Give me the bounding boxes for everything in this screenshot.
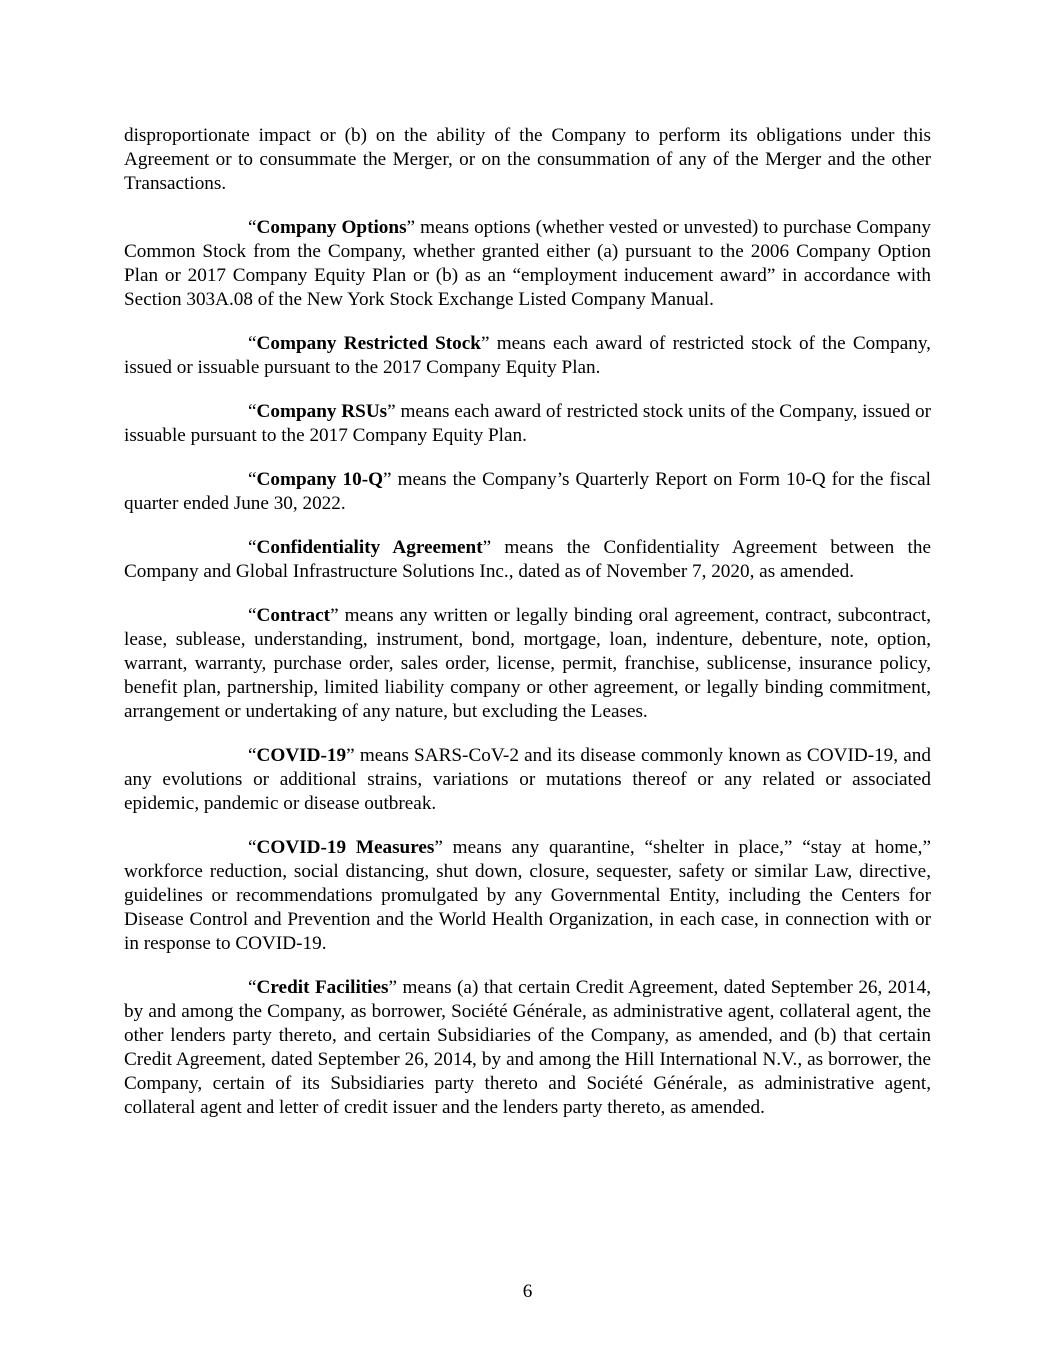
open-quote: “	[248, 537, 257, 558]
close-quote: ”	[330, 605, 339, 626]
intro-paragraph: disproportionate impact or (b) on the ability of the Company to perform its obligations under this Agreement or to consummate the Merger, or on the consummation of any of the Merger and the other Transactions.	[124, 125, 931, 194]
definition-text: means any written or legally binding oral agreement, contract, subcontract, lease, sublease, understanding, instrument, bond, mortgage, loan, indenture, debenture, note, option, warrant, warranty, purchase order, sales order, license, permit, franchise, sublicense, insurance policy, benefit plan, partnership, limited liability company or other agreement, or legally binding commitment, arrangement or undertaking of any nature, but excluding the Leases.	[124, 605, 931, 722]
document-page	[124, 124, 931, 1140]
open-quote: “	[248, 217, 257, 238]
definition-text: means SARS-CoV-2 and its disease commonly known as COVID-19, and any evolutions or additional strains, variations or mutations thereof or any related or associated epidemic, pandemic or disease outbreak.	[124, 745, 931, 814]
definition-text: means each award of restricted stock units of the Company, issued or issuable pursuant to the 2017 Company Equity Plan.	[124, 401, 932, 446]
definition-text: means options (whether vested or unvested) to purchase Company Common Stock from the Company, whether granted either (a) pursuant to the 2006 Company Option Plan or 2017 Company Equity Plan or (b) as an “employment inducement award” in accordance with Section 303A.08 of the New York Stock Exchange Listed Company Manual.	[124, 217, 932, 310]
definition-company-10q	[124, 468, 931, 516]
open-quote: “	[248, 745, 257, 766]
defined-term: Credit Facilities	[256, 977, 389, 998]
definition-text: means each award of restricted stock of the Company, issued or issuable pursuant to the 2017 Company Equity Plan.	[124, 333, 931, 378]
close-quote: ”	[434, 837, 443, 858]
definition-text: means any quarantine, “shelter in place,” “stay at home,” workforce reduction, social distancing, shut down, closure, sequester, safety or similar Law, directive, guidelines or recommendations promulgated by any Governmental Entity, including the Centers for Disease Control and Prevention and the World Health Organization, in each case, in connection with or in response to COVID-19.	[124, 837, 931, 954]
close-quote: ”	[388, 977, 398, 998]
close-quote: ”	[346, 745, 355, 766]
definition-text: means the Company’s Quarterly Report on Form 10-Q for the fiscal quarter ended June 30, 2022.	[124, 469, 931, 514]
open-quote: “	[248, 977, 257, 998]
defined-term: Contract	[256, 605, 331, 626]
defined-term: Company 10-Q	[256, 469, 384, 490]
close-quote: ”	[387, 401, 396, 422]
close-quote: ”	[406, 217, 416, 238]
open-quote: “	[248, 333, 257, 354]
defined-term: Confidentiality Agreement	[256, 537, 483, 558]
open-quote: “	[248, 401, 257, 422]
definition-text: means the Confidentiality Agreement between the Company and Global Infrastructure Solutions Inc., dated as of November 7, 2020, as amended.	[124, 537, 931, 582]
defined-term: Company Restricted Stock	[256, 333, 481, 354]
open-quote: “	[248, 837, 257, 858]
defined-term: Company RSUs	[256, 401, 388, 422]
open-quote: “	[248, 469, 257, 490]
definition-confidentiality-agreement	[124, 536, 931, 584]
definition-credit-facilities	[124, 976, 931, 1120]
definition-company-options	[124, 216, 931, 312]
defined-term: COVID-19 Measures	[256, 837, 435, 858]
defined-term: COVID-19	[256, 745, 347, 766]
definition-covid-19-measures	[124, 836, 931, 956]
definition-covid-19	[124, 744, 931, 816]
close-quote: ”	[482, 537, 492, 558]
page-number: 6	[522, 1281, 533, 1302]
definition-text: means (a) that certain Credit Agreement, dated September 26, 2014, by and among the Company, as borrower, Société Générale, as administrative agent, collateral agent, the other lenders party thereto, and certain Subsidiaries of the Company, as amended, and (b) that certain Credit Agreement, dated September 26, 2014, by and among the Hill International N.V., as borrower, the Company, certain of its Subsidiaries party thereto and Société Générale, as administrative agent, collateral agent and letter of credit issuer and the lenders party thereto, as amended.	[124, 977, 931, 1118]
definition-contract	[124, 604, 931, 724]
open-quote: “	[248, 605, 257, 626]
defined-term: Company Options	[256, 217, 407, 238]
close-quote: ”	[383, 469, 392, 490]
close-quote: ”	[480, 333, 490, 354]
definition-company-restricted-stock	[124, 332, 931, 380]
definition-company-rsus	[124, 400, 931, 448]
